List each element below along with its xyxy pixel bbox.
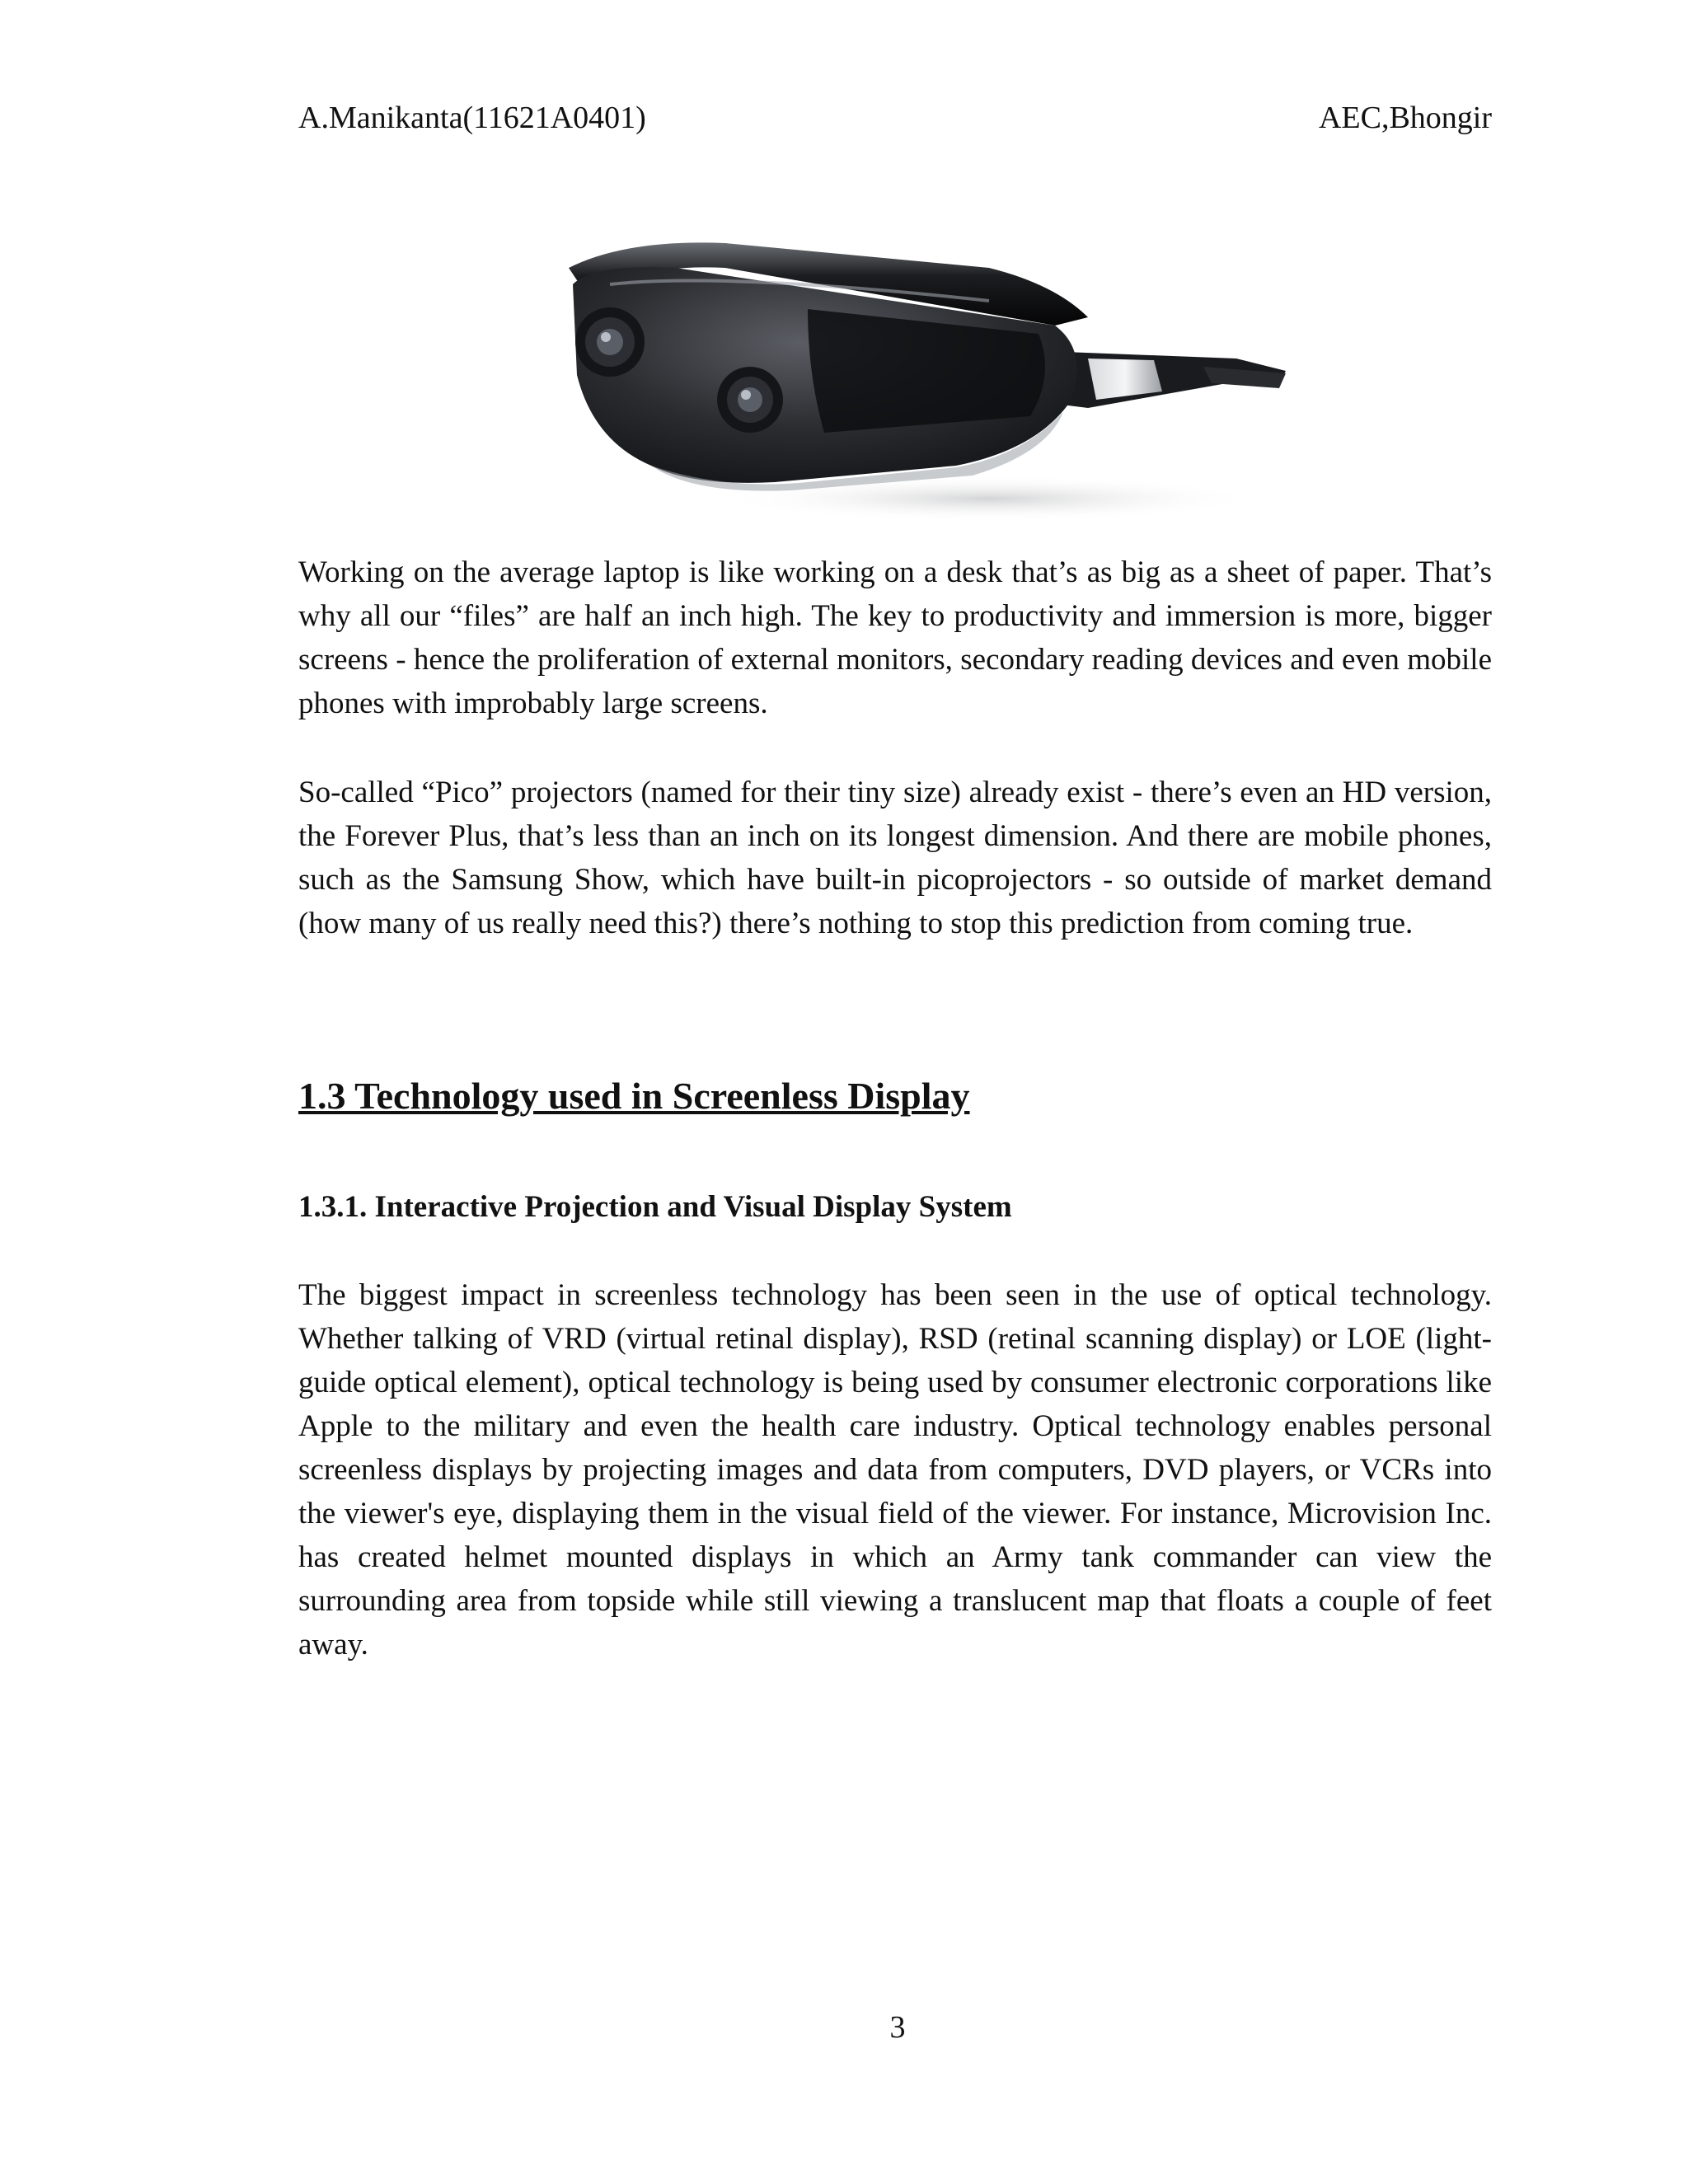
page-number: 3 — [889, 2010, 906, 2045]
paragraph-pico-projectors: So-called “Pico” projectors (named for their tiny size) already exist - there’s even an HD version, the Forever Plus, that’s less than an inch on its longest dimension. And there are mobile phones, such as the Samsung Show, which have built-in picoprojectors - so outside of market demand (how many of us really need this?) there’s nothing to stop this prediction from coming true. — [298, 776, 1492, 940]
paragraph-optical-technology: The biggest impact in screenless technology has been seen in the use of optical technology. Whether talking of VRD (virtual retinal display), RSD (retinal scanning display) or LOE (light-guide optical element), optical technology is being used by consumer electronic corporations like Apple to the military and even the health care industry. Optical technology enables personal screenless displays by projecting images and data from computers, DVD players, or VCRs into the viewer's eye, displaying them in the visual field of the viewer. For instance, Microvision Inc. has created helmet mounted displays in which an Army tank commander can view the surrounding area from topside while still viewing a translucent map that floats a couple of feet away. — [298, 1278, 1492, 1661]
paragraph-laptop-screens: Working on the average laptop is like working on a desk that’s as big as a sheet of paper. That’s why all our “files” are half an inch high. The key to productivity and immersion is more, bigger screens - hence the proliferation of external monitors, secondary reading devices and even mobile phones with improbably large screens. — [298, 555, 1492, 720]
video-glasses-image — [560, 235, 1286, 523]
video-glasses-icon — [560, 235, 1286, 523]
header-author: A.Manikanta(11621A0401) — [298, 101, 646, 135]
subsection-heading: 1.3.1. Interactive Projection and Visual Display System — [298, 1190, 1012, 1224]
section-heading: 1.3 Technology used in Screenless Display — [298, 1075, 970, 1117]
header-college: AEC,Bhongir — [1318, 101, 1492, 135]
